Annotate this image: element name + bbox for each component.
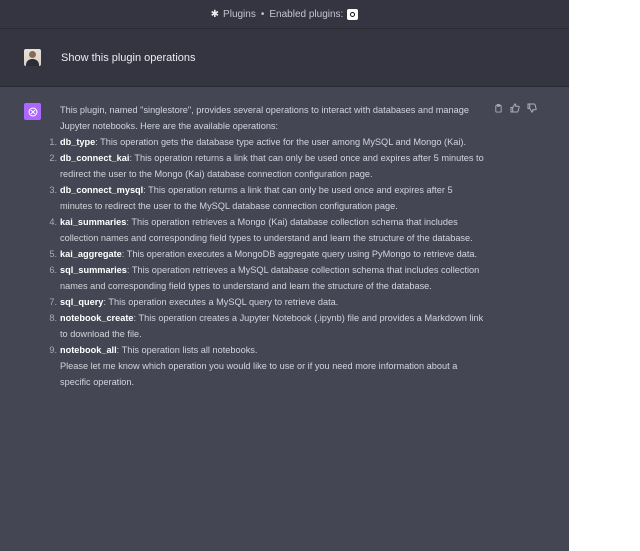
operation-description: : This operation lists all notebooks.	[116, 345, 258, 355]
operation-name: notebook_all	[60, 345, 117, 355]
list-number: 8.	[49, 313, 57, 323]
operation-description: : This operation retrieves a Mongo (Kai) database collection schema that includes collection names and corresponding field types to understand and learn the structure of the database.	[60, 217, 473, 243]
list-item	[49, 310, 486, 342]
operation-name: db_connect_mysql	[60, 185, 144, 195]
assistant-closing: Please let me know which operation you would like to use or if you need more information about a specific operation.	[60, 361, 458, 387]
list-number: 9.	[49, 345, 57, 355]
list-number: 6.	[49, 265, 57, 275]
operation-description: : This operation executes a MySQL query to retrieve data.	[103, 297, 339, 307]
list-item	[49, 342, 486, 358]
list-number: 4.	[49, 217, 57, 227]
thumbs-up-icon[interactable]	[510, 103, 520, 113]
user-message-text: Show this plugin operations	[61, 51, 196, 64]
user-message	[0, 29, 569, 87]
list-number: 2.	[49, 153, 57, 163]
list-item	[49, 134, 486, 150]
list-item	[49, 150, 486, 182]
user-avatar	[24, 49, 41, 66]
list-number: 5.	[49, 249, 57, 259]
list-item	[49, 262, 486, 294]
page-margin	[569, 0, 640, 551]
assistant-message-content	[49, 102, 486, 390]
assistant-intro: This plugin, named "singlestore", provides several operations to interact with databases and manage Jupyter notebooks. Here are the available operations:	[60, 105, 469, 131]
thumbs-down-icon[interactable]	[527, 103, 537, 113]
operation-name: db_type	[60, 137, 96, 147]
operation-description: : This operation retrieves a MySQL database collection schema that includes collection names and corresponding field types to understand and learn the structure of the database.	[60, 265, 480, 291]
list-item	[49, 214, 486, 246]
message-actions	[493, 103, 537, 113]
operation-description: : This operation gets the database type active for the user among MySQL and Mongo (Kai).	[95, 137, 467, 147]
clipboard-icon[interactable]	[493, 103, 503, 113]
list-number: 3.	[49, 185, 57, 195]
operation-name: kai_aggregate	[60, 249, 122, 259]
operation-name: notebook_create	[60, 313, 134, 323]
list-item	[49, 246, 486, 262]
assistant-message	[0, 87, 569, 551]
operation-description: : This operation returns a link that can only be used once and expires after 5 minutes to redirect the user to the MySQL database connection configuration page.	[60, 185, 453, 211]
list-number: 7.	[49, 297, 57, 307]
operations-list	[49, 134, 486, 358]
list-item	[49, 294, 486, 310]
operation-name: kai_summaries	[60, 217, 127, 227]
list-item	[49, 182, 486, 214]
singlestore-plugin-icon[interactable]	[347, 9, 358, 20]
operation-description: : This operation returns a link that can only be used once and expires after 5 minutes to redirect the user to the Mongo (Kai) database connection configuration page.	[60, 153, 484, 179]
header-separator: •	[260, 8, 265, 20]
operation-description: : This operation executes a MongoDB aggregate query using PyMongo to retrieve data.	[121, 249, 478, 259]
list-number: 1.	[49, 137, 57, 147]
operation-name: sql_query	[60, 297, 104, 307]
operation-name: sql_summaries	[60, 265, 127, 275]
puzzle-icon: ✱	[210, 8, 220, 20]
plugins-label: Plugins	[223, 8, 256, 20]
operation-description: : This operation creates a Jupyter Notebook (.ipynb) file and provides a Markdown link to download the file.	[60, 313, 484, 339]
enabled-plugins-label: Enabled plugins:	[269, 8, 344, 20]
conversation-header	[0, 0, 569, 29]
chatgpt-logo-icon	[24, 103, 41, 120]
operation-name: db_connect_kai	[60, 153, 130, 163]
